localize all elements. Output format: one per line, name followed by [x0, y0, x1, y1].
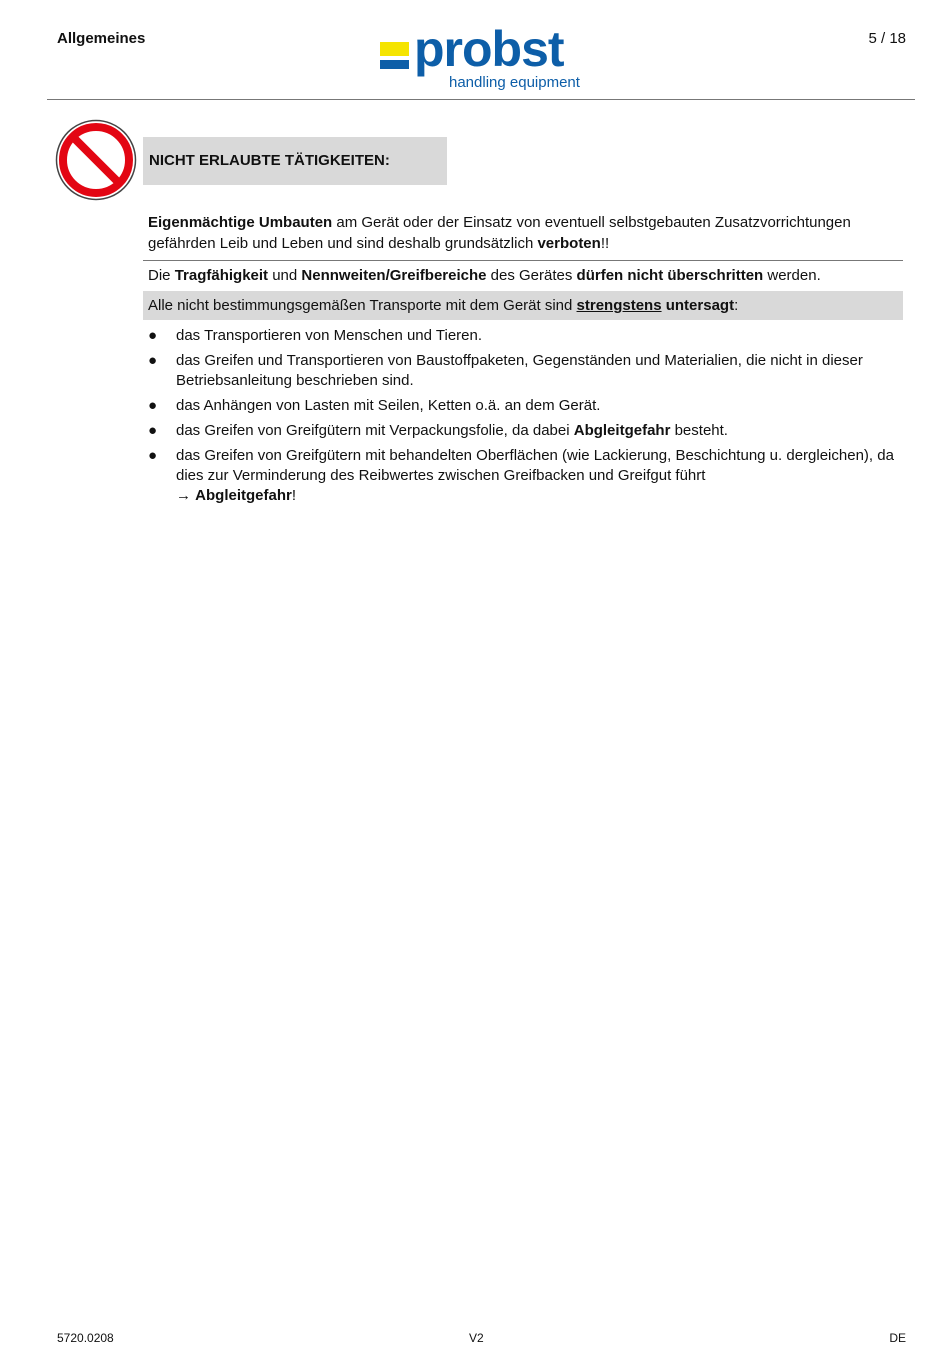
modifications-warning [148, 212, 898, 254]
bullet-icon: ● [148, 327, 158, 344]
bold-text: Abgleitgefahr [195, 487, 292, 504]
bold-text: dürfen nicht überschritten [576, 267, 764, 284]
list-item [148, 396, 898, 416]
bullet-icon: ● [148, 352, 158, 369]
text: werden. [763, 267, 821, 284]
text: das Anhängen von Lasten mit Seilen, Ketten o.ä. an dem Gerät. [176, 397, 601, 414]
prohibited-transport-list [148, 326, 898, 511]
bullet-icon: ● [148, 422, 158, 439]
document-language: DE [889, 1331, 906, 1345]
text: des Gerätes [486, 267, 577, 284]
text: das Transportieren von Menschen und Tieren. [176, 327, 483, 344]
text: das Greifen und Transportieren von Baustoffpaketen, Gegenständen und Materialien, die nicht in dieser Betriebsanleitung beschrieben sind. [176, 352, 863, 389]
section-divider [143, 260, 903, 261]
text: !! [600, 235, 610, 252]
page-number: 5 / 18 [868, 30, 906, 47]
bullet-icon: ● [148, 447, 158, 464]
text: : [734, 297, 739, 314]
logo-yellow-bar [380, 42, 409, 56]
section-title: Allgemeines [57, 30, 146, 47]
text: das Greifen von Greifgütern mit Verpackungsfolie, da dabei [176, 422, 574, 439]
list-item [148, 351, 898, 391]
bold-text: Tragfähigkeit [174, 267, 269, 284]
bullet-icon: ● [148, 397, 158, 414]
list-item [148, 326, 898, 346]
underlined-text: strengstens [576, 297, 662, 314]
text: Die [148, 267, 175, 284]
list-item [148, 421, 898, 441]
capacity-warning [148, 266, 898, 286]
logo-blue-bar [380, 60, 409, 69]
text: und [268, 267, 302, 284]
text: das Greifen von Greifgütern mit behandelten Oberflächen (wie Lackierung, Beschichtung u. dergleichen), da dies zur Verminderung des Reibwertes zwischen Greifbacken und Greifgut führt [176, 447, 894, 484]
prohibited-activities-heading: NICHT ERLAUBTE TÄTIGKEITEN: [149, 152, 390, 169]
text: am Gerät oder der Einsatz von eventuell selbstgebauten Zusatzvorrichtungen gefährden Leib und Leben und sind deshalb grundsätzlich [148, 214, 851, 252]
header-divider [47, 99, 915, 100]
bold-text: untersagt [665, 297, 735, 314]
logo-tagline: handling equipment [449, 74, 580, 91]
prohibited-activities-heading-box [143, 137, 447, 185]
logo-wordmark: probst [414, 21, 564, 77]
document-version: V2 [469, 1331, 484, 1345]
document-number: 5720.0208 [57, 1331, 114, 1345]
bold-text: Abgleitgefahr [573, 422, 671, 439]
bold-text: verboten [537, 235, 601, 252]
bold-text: Nennweiten/Greifbereiche [301, 267, 487, 284]
bold-underlined-text [577, 297, 662, 314]
bold-text: Eigenmächtige Umbauten [148, 214, 333, 231]
text: besteht. [670, 422, 728, 439]
text: ! [291, 487, 297, 504]
text: Alle nicht bestimmungsgemäßen Transporte mit dem Gerät sind [148, 297, 577, 314]
transport-warning [148, 296, 898, 316]
probst-logo [380, 21, 600, 96]
list-item [148, 446, 898, 506]
arrow-icon: → [176, 487, 196, 504]
prohibition-sign-icon [55, 119, 137, 201]
